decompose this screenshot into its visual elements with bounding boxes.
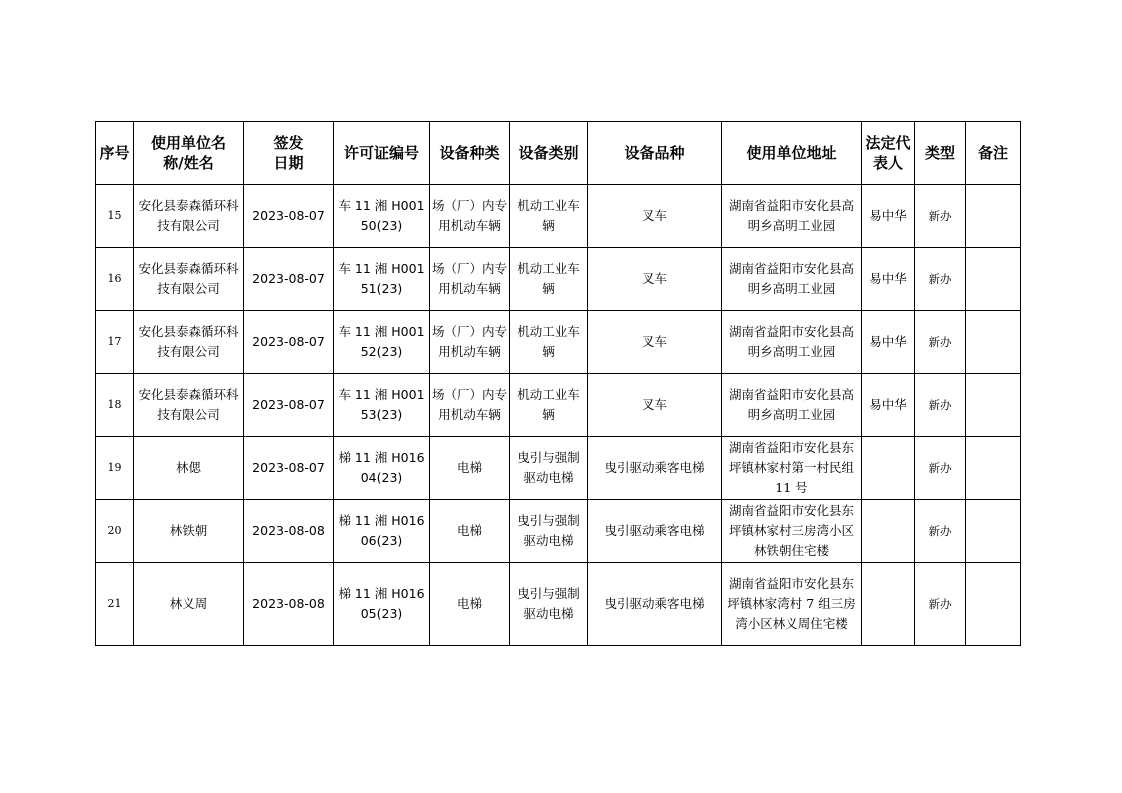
cell-type: 新办: [915, 437, 966, 500]
cell-type: 新办: [915, 185, 966, 248]
cell-equipment-category: 机动工业车辆: [510, 311, 588, 374]
header-remarks: 备注: [966, 122, 1021, 185]
table-header: [96, 122, 1021, 185]
cell-equipment-category: 曳引与强制驱动电梯: [510, 563, 588, 646]
cell-equipment-category: 曳引与强制驱动电梯: [510, 437, 588, 500]
cell-permit: 车 11 湘 H00153(23): [334, 374, 430, 437]
cell-seq: 15: [96, 185, 134, 248]
cell-date: 2023-08-07: [244, 185, 334, 248]
cell-equipment-variety: 叉车: [588, 185, 722, 248]
cell-remarks: [966, 248, 1021, 311]
cell-permit: 车 11 湘 H00150(23): [334, 185, 430, 248]
cell-date: 2023-08-08: [244, 500, 334, 563]
cell-address: 湖南省益阳市安化县东坪镇林家村三房湾小区林铁朝住宅楼: [722, 500, 862, 563]
header-equipment-category: 设备类别: [510, 122, 588, 185]
cell-equipment-variety: 曳引驱动乘客电梯: [588, 500, 722, 563]
cell-seq: 20: [96, 500, 134, 563]
cell-seq: 21: [96, 563, 134, 646]
cell-user: 安化县泰森循环科技有限公司: [134, 248, 244, 311]
table-row: [96, 437, 1021, 500]
cell-address: 湖南省益阳市安化县东坪镇林家村第一村民组 11 号: [722, 437, 862, 500]
cell-equipment-category: 机动工业车辆: [510, 248, 588, 311]
cell-user: 安化县泰森循环科技有限公司: [134, 374, 244, 437]
cell-legal-rep: 易中华: [862, 185, 915, 248]
cell-remarks: [966, 563, 1021, 646]
cell-equipment-kind: 场（厂）内专用机动车辆: [430, 311, 510, 374]
table-row: [96, 500, 1021, 563]
cell-remarks: [966, 311, 1021, 374]
header-date: 签发日期: [244, 122, 334, 185]
table-row: [96, 185, 1021, 248]
cell-address: 湖南省益阳市安化县东坪镇林家湾村 7 组三房湾小区林义周住宅楼: [722, 563, 862, 646]
cell-equipment-variety: 曳引驱动乘客电梯: [588, 563, 722, 646]
cell-permit: 车 11 湘 H00151(23): [334, 248, 430, 311]
cell-equipment-variety: 叉车: [588, 374, 722, 437]
cell-equipment-category: 机动工业车辆: [510, 374, 588, 437]
cell-equipment-category: 机动工业车辆: [510, 185, 588, 248]
cell-equipment-variety: 曳引驱动乘客电梯: [588, 437, 722, 500]
cell-type: 新办: [915, 311, 966, 374]
table-row: [96, 311, 1021, 374]
cell-remarks: [966, 185, 1021, 248]
header-legal-rep: 法定代表人: [862, 122, 915, 185]
cell-permit: 梯 11 湘 H01606(23): [334, 500, 430, 563]
cell-date: 2023-08-07: [244, 248, 334, 311]
cell-legal-rep: [862, 500, 915, 563]
cell-user: 安化县泰森循环科技有限公司: [134, 311, 244, 374]
table-row: [96, 563, 1021, 646]
cell-remarks: [966, 500, 1021, 563]
cell-address: 湖南省益阳市安化县高明乡高明工业园: [722, 185, 862, 248]
cell-remarks: [966, 374, 1021, 437]
cell-address: 湖南省益阳市安化县高明乡高明工业园: [722, 311, 862, 374]
cell-user: 林铁朝: [134, 500, 244, 563]
table-body: [96, 185, 1021, 646]
cell-legal-rep: [862, 563, 915, 646]
cell-type: 新办: [915, 248, 966, 311]
cell-type: 新办: [915, 500, 966, 563]
cell-seq: 19: [96, 437, 134, 500]
cell-legal-rep: 易中华: [862, 311, 915, 374]
cell-remarks: [966, 437, 1021, 500]
cell-equipment-kind: 场（厂）内专用机动车辆: [430, 374, 510, 437]
cell-legal-rep: 易中华: [862, 248, 915, 311]
cell-equipment-variety: 叉车: [588, 248, 722, 311]
header-user: 使用单位名称/姓名: [134, 122, 244, 185]
header-equipment-variety: 设备品种: [588, 122, 722, 185]
header-equipment-kind: 设备种类: [430, 122, 510, 185]
cell-equipment-kind: 场（厂）内专用机动车辆: [430, 248, 510, 311]
cell-equipment-kind: 电梯: [430, 563, 510, 646]
cell-user: 安化县泰森循环科技有限公司: [134, 185, 244, 248]
cell-user: 林义周: [134, 563, 244, 646]
header-permit: 许可证编号: [334, 122, 430, 185]
cell-date: 2023-08-07: [244, 311, 334, 374]
cell-legal-rep: 易中华: [862, 374, 915, 437]
header-type: 类型: [915, 122, 966, 185]
cell-type: 新办: [915, 563, 966, 646]
cell-permit: 梯 11 湘 H01604(23): [334, 437, 430, 500]
cell-seq: 17: [96, 311, 134, 374]
cell-equipment-kind: 电梯: [430, 500, 510, 563]
cell-permit: 梯 11 湘 H01605(23): [334, 563, 430, 646]
permit-table: [95, 121, 1021, 646]
header-row: [96, 122, 1021, 185]
cell-date: 2023-08-08: [244, 563, 334, 646]
header-seq: 序号: [96, 122, 134, 185]
cell-legal-rep: [862, 437, 915, 500]
header-address: 使用单位地址: [722, 122, 862, 185]
cell-equipment-kind: 电梯: [430, 437, 510, 500]
cell-seq: 18: [96, 374, 134, 437]
cell-type: 新办: [915, 374, 966, 437]
cell-date: 2023-08-07: [244, 437, 334, 500]
table-row: [96, 248, 1021, 311]
cell-user: 林偲: [134, 437, 244, 500]
cell-permit: 车 11 湘 H00152(23): [334, 311, 430, 374]
table-row: [96, 374, 1021, 437]
cell-equipment-variety: 叉车: [588, 311, 722, 374]
cell-address: 湖南省益阳市安化县高明乡高明工业园: [722, 374, 862, 437]
cell-equipment-kind: 场（厂）内专用机动车辆: [430, 185, 510, 248]
cell-equipment-category: 曳引与强制驱动电梯: [510, 500, 588, 563]
cell-date: 2023-08-07: [244, 374, 334, 437]
cell-seq: 16: [96, 248, 134, 311]
cell-address: 湖南省益阳市安化县高明乡高明工业园: [722, 248, 862, 311]
